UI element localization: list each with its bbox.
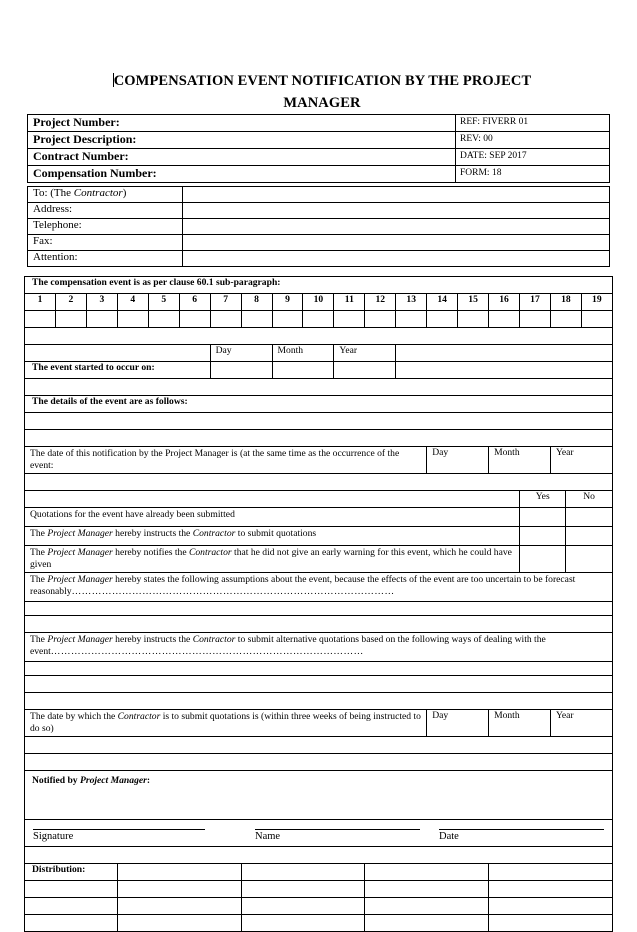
clause-value-13[interactable]: [396, 311, 427, 328]
notified-by-pre: Notified by: [32, 775, 80, 786]
spacer-cell: [25, 616, 613, 633]
distribution-cell[interactable]: [489, 864, 613, 881]
details-field-line2[interactable]: [25, 430, 613, 447]
instruct-quotations-yes[interactable]: [520, 527, 566, 546]
spacer-cell: [25, 328, 613, 345]
date-line: [439, 829, 604, 830]
event-start-header-row: [25, 345, 613, 362]
notified-by-label: [25, 771, 613, 820]
clause-number-5: 5: [148, 294, 179, 311]
yes-no-row: [25, 546, 613, 573]
table-row: [28, 115, 610, 132]
alt-quotations-mid: hereby instructs the: [112, 634, 193, 645]
clause-number-7: 7: [210, 294, 241, 311]
table-row: [28, 251, 610, 267]
spacer-row: [25, 474, 613, 491]
table-row: [28, 235, 610, 251]
clause-number-9: 9: [272, 294, 303, 311]
submit-date-post: is to submit quotations is (within three weeks of being instructed to do so): [30, 711, 421, 734]
contract-number-label: Contract Number:: [28, 149, 456, 166]
table-row: [28, 149, 610, 166]
spacer-row: [25, 676, 613, 693]
spacer-row: [25, 737, 613, 754]
alternative-quotations-fill-row: [25, 662, 613, 676]
spacer-cell: [25, 847, 613, 864]
clause-value-10[interactable]: [303, 311, 334, 328]
page-title-line2: MANAGER: [283, 95, 361, 111]
alternative-quotations-text: [25, 633, 613, 662]
name-line: [255, 829, 420, 830]
clause-number-8: 8: [241, 294, 272, 311]
table-row: [28, 219, 610, 235]
event-start-label: The event started to occur on:: [25, 362, 211, 379]
clause-number-1: 1: [25, 294, 56, 311]
submit-date-year-label: Year: [550, 710, 612, 737]
notification-date-month-label: Month: [489, 447, 551, 474]
clause-value-5[interactable]: [148, 311, 179, 328]
assumptions-pre: The: [30, 574, 48, 585]
early-warning-em2: Contractor: [188, 547, 232, 558]
signature-label: Signature: [33, 831, 74, 842]
yes-no-row: [25, 508, 613, 527]
details-field-line1[interactable]: [25, 413, 613, 430]
table-row: [28, 132, 610, 149]
fax-field[interactable]: [183, 235, 610, 251]
details-line-row: [25, 430, 613, 447]
main-form-table: [24, 276, 613, 932]
distribution-cell[interactable]: [117, 864, 241, 881]
table-row: [28, 203, 610, 219]
assumptions-leader-dots: ……………………………………………………………………………………: [71, 586, 395, 597]
instruct-quotations-em2: Contractor: [192, 528, 236, 539]
spacer-cell: [25, 737, 613, 754]
spacer-cell: [25, 379, 613, 396]
distribution-cell[interactable]: [489, 898, 613, 915]
clause-value-16[interactable]: [489, 311, 520, 328]
telephone-field[interactable]: [183, 219, 610, 235]
clause-number-13: 13: [396, 294, 427, 311]
assumptions-text: [25, 573, 613, 602]
rev-value: REV: 00: [456, 132, 610, 149]
distribution-label: Distribution:: [25, 864, 118, 881]
ref-value: REF: FIVERR 01: [456, 115, 610, 132]
event-start-year-label: Year: [334, 345, 396, 362]
signature-cell: [25, 820, 613, 847]
spacer-cell: [25, 676, 613, 693]
details-line-row: [25, 413, 613, 430]
distribution-cell[interactable]: [241, 881, 365, 898]
clause-value-4[interactable]: [117, 311, 148, 328]
table-row: [28, 187, 610, 203]
submit-date-day-label: Day: [427, 710, 489, 737]
alternative-quotations-field[interactable]: [25, 662, 613, 676]
telephone-label: Telephone:: [28, 219, 183, 235]
event-start-month-label: Month: [272, 345, 334, 362]
form-value: FORM: 18: [456, 166, 610, 183]
clause-number-16: 16: [489, 294, 520, 311]
clause-number-11: 11: [334, 294, 365, 311]
event-start-day-field[interactable]: [210, 362, 272, 379]
signature-line: [33, 829, 205, 830]
clause-number-6: 6: [179, 294, 210, 311]
assumptions-fill-row: [25, 602, 613, 616]
notification-date-row: [25, 447, 613, 474]
distribution-row: [25, 864, 613, 881]
table-row: [25, 396, 613, 413]
distribution-cell[interactable]: [241, 864, 365, 881]
event-start-row: [25, 362, 613, 379]
instruct-quotations-post: to submit quotations: [235, 528, 317, 539]
assumptions-row: [25, 573, 613, 602]
distribution-cell[interactable]: [117, 898, 241, 915]
clause-value-17[interactable]: [520, 311, 551, 328]
spacer-cell: [25, 474, 613, 491]
early-warning-pre: The: [30, 547, 48, 558]
notification-date-text: The date of this notification by the Project Manager is (at the same time as the occurrence of the event:: [25, 447, 427, 474]
notified-by-post: :: [146, 775, 151, 786]
signature-row: [25, 820, 613, 847]
distribution-cell[interactable]: [117, 915, 241, 932]
attention-field[interactable]: [183, 251, 610, 267]
event-start-blank: [25, 345, 211, 362]
clause-value-18[interactable]: [550, 311, 581, 328]
no-column-header: No: [566, 491, 612, 508]
distribution-cell[interactable]: [25, 915, 118, 932]
clause-number-15: 15: [458, 294, 489, 311]
spacer-row: [25, 693, 613, 710]
to-label-pre: To: (The: [33, 187, 74, 199]
quotations-submitted-yes[interactable]: [520, 508, 566, 527]
table-row: [25, 277, 613, 294]
notified-by-row: [25, 771, 613, 820]
event-start-year-field[interactable]: [334, 362, 396, 379]
clause-value-8[interactable]: [241, 311, 272, 328]
compensation-number-label: Compensation Number:: [28, 166, 456, 183]
alt-quotations-post: to submit alternative quotations based on the following ways of dealing with the event: [30, 634, 546, 657]
recipient-table: [27, 186, 610, 267]
document-header-table: [27, 114, 610, 183]
assumptions-field[interactable]: [25, 602, 613, 616]
clause-value-2[interactable]: [55, 311, 86, 328]
distribution-cell[interactable]: [241, 898, 365, 915]
distribution-row: [25, 915, 613, 932]
submit-date-em1: Contractor: [117, 711, 161, 722]
quotations-submitted-no[interactable]: [566, 508, 612, 527]
clause-value-11[interactable]: [334, 311, 365, 328]
clause-value-12[interactable]: [365, 311, 396, 328]
alternative-quotations-row: [25, 633, 613, 662]
to-contractor-label: [28, 187, 183, 203]
signature-group: [25, 820, 612, 846]
event-start-trailing-blank: [396, 345, 613, 362]
alt-quotations-pre: The: [30, 634, 48, 645]
distribution-cell[interactable]: [365, 915, 489, 932]
submit-date-text: [25, 710, 427, 737]
clause-value-3[interactable]: [86, 311, 117, 328]
clause-value-7[interactable]: [210, 311, 241, 328]
submit-date-month-label: Month: [489, 710, 551, 737]
table-row: [28, 166, 610, 183]
event-start-day-label: Day: [210, 345, 272, 362]
instruct-quotations-em1: Project Manager: [47, 528, 113, 539]
clause-number-10: 10: [303, 294, 334, 311]
submit-date-row: [25, 710, 613, 737]
spacer-row: [25, 379, 613, 396]
event-start-month-field[interactable]: [272, 362, 334, 379]
submit-date-pre: The date by which the: [30, 711, 118, 722]
spacer-row: [25, 847, 613, 864]
distribution-cell[interactable]: [365, 881, 489, 898]
date-value: DATE: SEP 2017: [456, 149, 610, 166]
quotations-submitted-text: Quotations for the event have already been submitted: [25, 508, 520, 527]
yes-no-blank: [25, 491, 520, 508]
clause-value-9[interactable]: [272, 311, 303, 328]
fax-label: Fax:: [28, 235, 183, 251]
attention-label: Attention:: [28, 251, 183, 267]
to-label-post: ): [122, 187, 127, 199]
to-contractor-field[interactable]: [183, 187, 610, 203]
name-label: Name: [255, 831, 281, 842]
clause-number-19: 19: [581, 294, 612, 311]
clause-number-18: 18: [550, 294, 581, 311]
notified-by-em: Project Manager: [79, 775, 147, 786]
yes-no-row: [25, 527, 613, 546]
distribution-cell[interactable]: [489, 881, 613, 898]
assumptions-em1: Project Manager: [47, 574, 113, 585]
spacer-row: [25, 754, 613, 771]
clause-value-row: [25, 311, 613, 328]
early-warning-no[interactable]: [566, 546, 612, 573]
address-label: Address:: [28, 203, 183, 219]
spacer-cell: [25, 754, 613, 771]
early-warning-post: that he did not give an early warning for this event, which he could have given: [30, 547, 512, 570]
clause-heading: The compensation event is as per clause 60.1 sub-paragraph:: [25, 277, 613, 294]
early-warning-em1: Project Manager: [47, 547, 113, 558]
distribution-cell[interactable]: [489, 915, 613, 932]
notification-date-year-label: Year: [550, 447, 612, 474]
instruct-quotations-text: [25, 527, 520, 546]
clause-value-19[interactable]: [581, 311, 612, 328]
notification-date-day-label: Day: [427, 447, 489, 474]
page-title: [92, 70, 552, 114]
address-field[interactable]: [183, 203, 610, 219]
instruct-quotations-pre: The: [30, 528, 48, 539]
project-number-label: Project Number:: [28, 115, 456, 132]
instruct-quotations-no[interactable]: [566, 527, 612, 546]
distribution-cell[interactable]: [25, 898, 118, 915]
alt-quotations-em1: Project Manager: [47, 634, 113, 645]
page-title-line1: COMPENSATION EVENT NOTIFICATION BY THE PROJECT: [113, 73, 532, 89]
early-warning-mid: hereby notifies the: [112, 547, 189, 558]
distribution-row: [25, 898, 613, 915]
clause-value-14[interactable]: [427, 311, 458, 328]
early-warning-yes[interactable]: [520, 546, 566, 573]
details-heading: The details of the event are as follows:: [25, 396, 613, 413]
clause-value-15[interactable]: [458, 311, 489, 328]
project-description-label: Project Description:: [28, 132, 456, 149]
early-warning-text: [25, 546, 520, 573]
event-start-trailing-field[interactable]: [396, 362, 613, 379]
yes-column-header: Yes: [520, 491, 566, 508]
distribution-cell[interactable]: [117, 881, 241, 898]
clause-number-14: 14: [427, 294, 458, 311]
yes-no-header-row: [25, 491, 613, 508]
instruct-quotations-mid: hereby instructs the: [112, 528, 193, 539]
distribution-cell[interactable]: [25, 881, 118, 898]
spacer-row: [25, 616, 613, 633]
date-label: Date: [439, 831, 459, 842]
distribution-cell[interactable]: [365, 898, 489, 915]
assumptions-post: hereby states the following assumptions about the event, because the effects of the event are too uncertain to be forecast reasonably: [30, 574, 576, 597]
to-label-emphasis: Contractor: [73, 187, 123, 199]
alt-quotations-em2: Contractor: [192, 634, 236, 645]
clause-number-header-row: [25, 294, 613, 311]
clause-number-17: 17: [520, 294, 551, 311]
distribution-row: [25, 881, 613, 898]
clause-number-2: 2: [55, 294, 86, 311]
distribution-cell[interactable]: [241, 915, 365, 932]
clause-number-12: 12: [365, 294, 396, 311]
alt-quotations-leader-dots: …………………………………………………………………………………: [50, 646, 364, 657]
spacer-row: [25, 328, 613, 345]
distribution-cell[interactable]: [365, 864, 489, 881]
spacer-cell: [25, 693, 613, 710]
clause-value-6[interactable]: [179, 311, 210, 328]
clause-value-1[interactable]: [25, 311, 56, 328]
clause-number-4: 4: [117, 294, 148, 311]
clause-number-3: 3: [86, 294, 117, 311]
